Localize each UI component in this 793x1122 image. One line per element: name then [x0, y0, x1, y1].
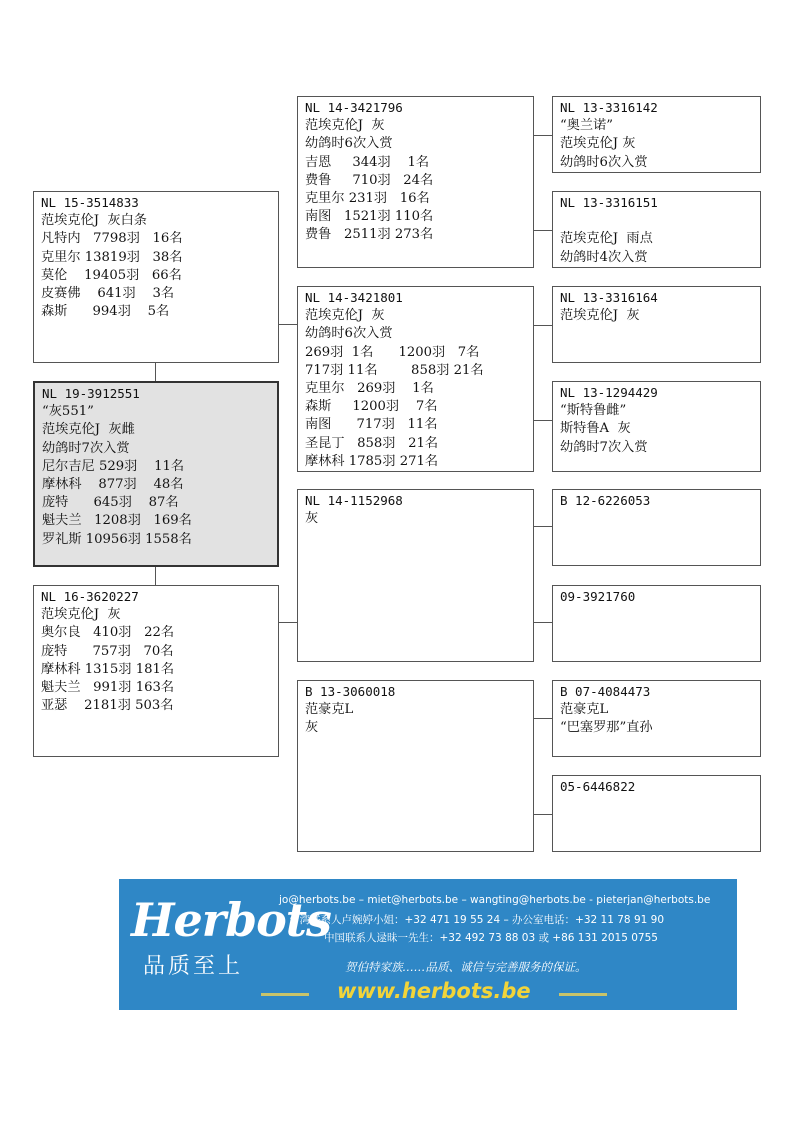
pedigree-line: “灰551” [42, 404, 94, 420]
banner-divider-right [559, 993, 607, 996]
pedigree-line: 范埃克伦J 灰 [560, 308, 640, 324]
pedigree-line: 摩林科 877羽 48名 [42, 477, 184, 493]
herbots-banner [119, 879, 737, 1010]
banner-china-contact: 中国联系人逯昧一先生：+32 492 73 88 03 或 +86 131 2015 0755 [324, 932, 658, 944]
pedigree-line: 范埃克伦J 雨点 [560, 231, 653, 247]
connector [155, 566, 156, 585]
connector [533, 718, 552, 719]
pedigree-line: 魁夫兰 991羽 163名 [41, 680, 175, 696]
herbots-logo: Herbots [131, 893, 331, 947]
ring-number: 09-3921760 [560, 589, 636, 604]
ring-number: NL 14-1152968 [305, 493, 403, 508]
connector [155, 362, 156, 381]
sd-sire-card [552, 286, 761, 363]
ds-sire-card [552, 489, 761, 566]
pedigree-line: 灰 [305, 720, 319, 736]
pedigree-line: “奥兰诺” [560, 118, 614, 134]
ring-number: 05-6446822 [560, 779, 636, 794]
ring-number: NL 14-3421801 [305, 290, 403, 305]
connector [533, 135, 552, 136]
dam-sire-card [297, 489, 534, 662]
pedigree-line: 南图 1521羽 110名 [305, 209, 434, 225]
pedigree-line: 奥尔良 410羽 22名 [41, 625, 175, 641]
ss-sire-card [552, 96, 761, 173]
connector [533, 622, 552, 623]
pedigree-line: 幼鸽时7次入赏 [560, 439, 648, 455]
pedigree-line: 范埃克伦J 灰 [560, 136, 636, 152]
ring-number: NL 13-1294429 [560, 385, 658, 400]
pedigree-line: 269羽 1名 1200羽 7名 [305, 344, 480, 360]
ring-number: NL 19-3912551 [42, 386, 140, 401]
pedigree-line: 罗礼斯 10956羽 1558名 [42, 531, 192, 547]
dd-dam-card [552, 775, 761, 852]
sire-dam-card [297, 286, 534, 472]
dd-sire-card [552, 680, 761, 757]
banner-taiwan-contact: 台湾联系人卢婉婷小姐：+32 471 19 55 24 – 办公室电话：+32 11 78 91 90 [289, 914, 665, 926]
pedigree-line: 幼鸽时4次入赏 [560, 249, 648, 265]
ds-dam-card [552, 585, 761, 662]
connector [533, 420, 552, 421]
sire-card [33, 191, 279, 363]
banner-divider-left [261, 993, 309, 996]
pedigree-line: 森斯 1200羽 7名 [305, 399, 438, 415]
pedigree-line: 摩林科 1315羽 181名 [41, 661, 175, 677]
pedigree-line: 凡特内 7798羽 16名 [41, 231, 183, 247]
connector [533, 814, 552, 815]
pedigree-line: “巴塞罗那”直孙 [560, 720, 653, 736]
pedigree-line: 克里尔 13819羽 38名 [41, 249, 183, 265]
connector [278, 324, 297, 325]
pedigree-line: 范埃克伦J 灰雌 [42, 422, 135, 438]
dam-dam-card [297, 680, 534, 852]
pedigree-line: 范埃克伦J 灰 [305, 118, 385, 134]
pedigree-line: 斯特鲁A 灰 [560, 421, 631, 437]
ring-number: NL 14-3421796 [305, 100, 403, 115]
pedigree-line: 森斯 994羽 5名 [41, 304, 170, 320]
ring-number: NL 13-3316164 [560, 290, 658, 305]
sd-dam-card [552, 381, 761, 472]
pedigree-line: 幼鸽时6次入赏 [305, 136, 393, 152]
connector [278, 622, 297, 623]
pedigree-line: 费鲁 710羽 24名 [305, 172, 434, 188]
pedigree-line: 范埃克伦J 灰 [305, 308, 385, 324]
banner-website-link[interactable]: www.herbots.be [337, 979, 531, 1003]
pedigree-line: 南图 717羽 11名 [305, 417, 438, 433]
pedigree-line: 皮赛佛 641羽 3名 [41, 286, 175, 302]
pedigree-line: 范豪克L [305, 702, 354, 718]
ring-number: B 12-6226053 [560, 493, 651, 508]
pedigree-line: 亚瑟 2181羽 503名 [41, 698, 174, 714]
banner-emails[interactable]: jo@herbots.be – miet@herbots.be – wangting@herbots.be - pieterjan@herbots.be [279, 894, 711, 906]
ring-number: B 13-3060018 [305, 684, 396, 699]
pedigree-line: 范埃克伦J 灰白条 [41, 213, 147, 229]
ss-dam-card [552, 191, 761, 268]
pedigree-line: 717羽 11名 858羽 21名 [305, 362, 484, 378]
pedigree-line: 摩林科 1785羽 271名 [305, 453, 439, 469]
connector [533, 325, 552, 326]
banner-promise: 贺伯特家族……品质、诚信与完善服务的保证。 [345, 960, 587, 974]
connector [533, 230, 552, 231]
pedigree-line [560, 212, 760, 230]
dam-card [33, 585, 279, 757]
pedigree-line: 庞特 645羽 87名 [42, 495, 179, 511]
pedigree-line: 尼尔吉尼 529羽 11名 [42, 458, 185, 474]
sire-sire-card [297, 96, 534, 268]
pedigree-line: 吉恩 344羽 1名 [305, 154, 430, 170]
ring-number: NL 13-3316142 [560, 100, 658, 115]
pedigree-line: 范埃克伦J 灰 [41, 607, 121, 623]
pedigree-line: 庞特 757羽 70名 [41, 643, 174, 659]
pedigree-line: “斯特鲁雌” [560, 403, 627, 419]
banner-slogan: 品质至上 [143, 954, 244, 979]
pedigree-line: 幼鸽时6次入赏 [560, 154, 648, 170]
subject-card [33, 381, 279, 567]
pedigree-line: 莫伦 19405羽 66名 [41, 267, 182, 283]
connector [533, 526, 552, 527]
pedigree-line: 幼鸽时6次入赏 [305, 326, 393, 342]
ring-number: NL 16-3620227 [41, 589, 139, 604]
ring-number: B 07-4084473 [560, 684, 651, 699]
pedigree-line: 幼鸽时7次入赏 [42, 440, 130, 456]
pedigree-line: 费鲁 2511羽 273名 [305, 227, 434, 243]
pedigree-line: 魁夫兰 1208羽 169名 [42, 513, 192, 529]
ring-number: NL 13-3316151 [560, 195, 658, 210]
ring-number: NL 15-3514833 [41, 195, 139, 210]
pedigree-line: 灰 [305, 511, 319, 527]
pedigree-line: 克里尔 231羽 16名 [305, 191, 430, 207]
pedigree-line: 克里尔 269羽 1名 [305, 381, 434, 397]
pedigree-line: 范豪克L [560, 702, 609, 718]
pedigree-line: 圣昆丁 858羽 21名 [305, 435, 439, 451]
